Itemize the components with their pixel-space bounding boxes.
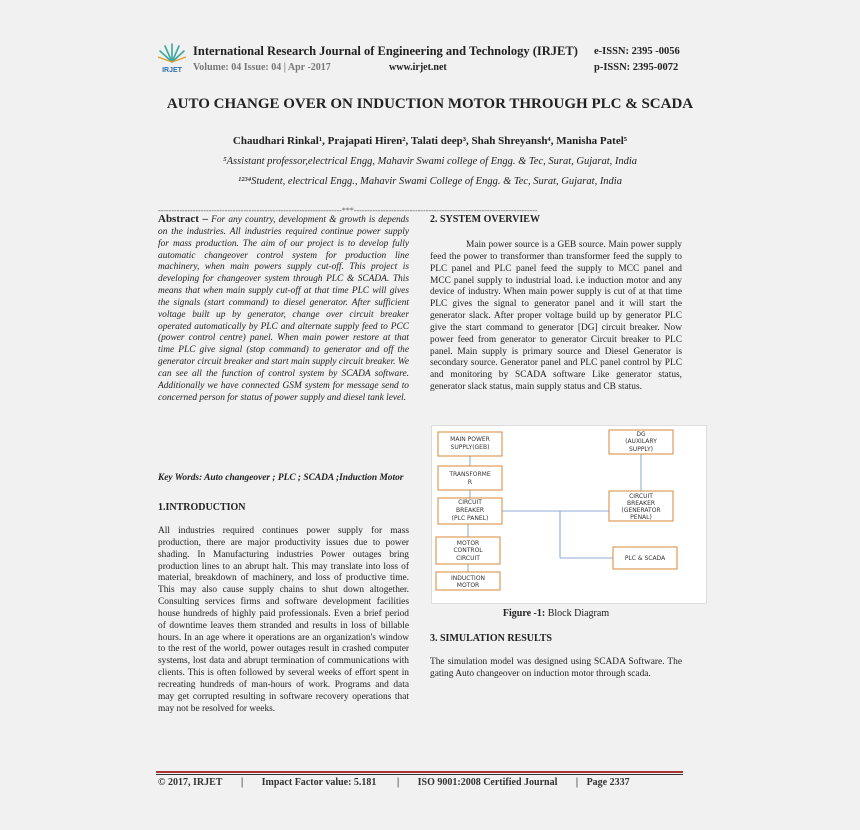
page-footer bbox=[158, 777, 630, 788]
figure-label: Figure -1: bbox=[502, 608, 546, 619]
box-text: MAIN POWER bbox=[450, 436, 490, 443]
box-text: SUPPLY(GEB) bbox=[450, 444, 490, 451]
box-text: MOTOR bbox=[456, 540, 480, 547]
box-main-supply bbox=[438, 432, 502, 456]
figure-caption bbox=[430, 608, 682, 619]
footer-sep: | bbox=[396, 777, 400, 788]
box-text: (GENERATOR bbox=[621, 507, 661, 514]
box-text: SUPPLY) bbox=[629, 446, 653, 453]
simulation-heading: 3. SIMULATION RESULTS bbox=[430, 633, 552, 644]
keywords-text: : Auto changeover ; PLC ; SCADA ;Induction Motor bbox=[199, 473, 404, 483]
box-text: PLC & SCADA bbox=[624, 555, 666, 562]
box-cb-plc-panel bbox=[438, 498, 502, 524]
box-cb-generator bbox=[609, 491, 673, 521]
footer-iso: ISO 9001:2008 Certified Journal bbox=[417, 777, 558, 788]
box-text: BREAKER bbox=[455, 507, 485, 514]
irjet-logo-icon bbox=[156, 40, 188, 74]
paper-authors: Chaudhari Rinkal¹, Prajapati Hiren², Talati deep³, Shah Shreyansh⁴, Manisha Patel⁵ bbox=[232, 135, 628, 147]
footer-impact: Impact Factor value: 5.181 bbox=[261, 777, 377, 788]
system-overview-heading: 2. SYSTEM OVERVIEW bbox=[430, 214, 540, 225]
footer-sep: | bbox=[240, 777, 244, 788]
block-diagram bbox=[431, 425, 707, 604]
eissn: e-ISSN: 2395 -0056 bbox=[594, 46, 680, 57]
box-text: TRANSFORME bbox=[449, 471, 491, 478]
box-text: CIRCUIT bbox=[629, 493, 653, 500]
abstract-label: Abstract – bbox=[158, 213, 208, 225]
footer-sep: | bbox=[575, 777, 579, 788]
box-transformer bbox=[438, 466, 502, 490]
footer-rule-red bbox=[156, 771, 683, 773]
footer-page: Page 2337 bbox=[586, 777, 630, 788]
box-dg bbox=[609, 430, 673, 454]
volume-info: Volume: 04 Issue: 04 | Apr -2017 bbox=[193, 62, 331, 73]
box-text: R bbox=[467, 479, 473, 486]
footer-copyright: © 2017, IRJET bbox=[158, 777, 223, 788]
paper-title: AUTO CHANGE OVER ON INDUCTION MOTOR THROUGH PLC & SCADA bbox=[166, 96, 694, 112]
affiliation-2: ¹²³⁴Student, electrical Engg., Mahavir Swami College of Engg. & Tec, Surat, Gujarat, India bbox=[238, 176, 622, 187]
separator-line: ---------------------------------------------------------------------***--------------------------------------------------------------------- bbox=[158, 206, 538, 215]
logo-text: IRJET bbox=[162, 67, 182, 74]
abstract-block bbox=[158, 214, 409, 405]
journal-website[interactable]: www.irjet.net bbox=[389, 62, 447, 73]
keywords-block bbox=[158, 473, 409, 485]
system-overview-text: Main power source is a GEB source. Main power supply feed the power to transformer than transformer feed the supply to PLC panel and PLC panel feed the supply to MCC panel and MCC panel supply to industrial load. i.e induction motor and any device of industry. When main power supply is cut of at that time PLC gives the signal to generator panel and it will start the generator slack. After proper voltage build up by generator PLC give the start command to generator [DG] circuit breaker. Now power feed from generator to generator Circuit breaker to PLC panel. Main supply is primary source and Diesel Generator is secondary source. Generator panel and PLC panel control by PLC and monitoring by SCADA software Like generator status, generator slack status, main supply status and CB status. bbox=[430, 240, 682, 393]
intro-text: All industries required continues power supply for mass production, there are major productivity issues due to power shading. In Manufacturing industries Power outages bring production lines to an abrupt halt. This may translate into loss of material, breakdown of machinery, and loss of productive time. This may also cause supply chains to shut down altogether. Consulting services firms and software development facilities house hundreds of highly paid professionals. Even a brief period of downtime leaves them stranded and results in loss of billable hours. In an age where it operations are an organization's window to the rest of the world, power outages result in crashed computer systems, lost data and abrupt termination of communications with clients. This is often followed by several weeks of effort spent in recreating hundreds of man-hours of work. Programs and data may get corrupted resulting in software recovery operations that may not be resolved for weeks. bbox=[158, 526, 409, 714]
box-text: CONTROL bbox=[453, 547, 483, 554]
box-induction-motor bbox=[436, 572, 500, 590]
box-text: (PLC PANEL) bbox=[451, 515, 489, 522]
box-text: INDUCTION bbox=[450, 575, 486, 582]
box-text: BREAKER bbox=[626, 500, 656, 507]
simulation-text: The simulation model was designed using SCADA Software. The gating Auto changeover on induction motor through scada. bbox=[430, 657, 682, 679]
box-text: PENAL) bbox=[630, 514, 652, 521]
box-text: MOTOR bbox=[456, 582, 480, 589]
figure-caption-text: Block Diagram bbox=[545, 608, 610, 619]
footer-rule-black bbox=[156, 774, 683, 775]
keywords-label: Key Words bbox=[158, 473, 200, 483]
box-plc-scada bbox=[613, 547, 677, 569]
intro-heading: 1.INTRODUCTION bbox=[158, 502, 246, 513]
affiliation-1: ⁵Assistant professor,electrical Engg, Mahavir Swami college of Engg. & Tec, Surat, Gujarat, India bbox=[222, 156, 638, 167]
box-motor-control bbox=[436, 537, 500, 564]
box-text: DG bbox=[636, 431, 646, 438]
abstract-text: For any country, development & growth is depends on the industries. All industries required continue power supply for mass production. The aim of our project is to develop fully automatic changeover control system for production line machinery, when main powers supply cut-off. This project is developing for changeover system through PLC & SCADA. This means that when main supply cut-off at that time PLC will gives the signals (start command) to diesel generator. After sufficient voltage built up by generator, change over circuit breaker operated automatically by PLC and alternate supply feed to PCC (power control centre) panel. When main power restore at that time PLC give signal (stop command) to generator and off the generator circuit breaker and start main supply circuit breaker. We can see all the function of control system by SCADA software. Additionally we have connected GSM system for message send to concerned person for status of power supply and diesel tank level. bbox=[158, 215, 410, 403]
box-text: CIRCUIT bbox=[458, 499, 482, 506]
box-text: CIRCUIT bbox=[456, 555, 480, 562]
box-text: (AUXILARY bbox=[625, 438, 657, 445]
pissn: p-ISSN: 2395-0072 bbox=[594, 62, 679, 73]
journal-name: International Research Journal of Engineering and Technology (IRJET) bbox=[193, 44, 578, 58]
